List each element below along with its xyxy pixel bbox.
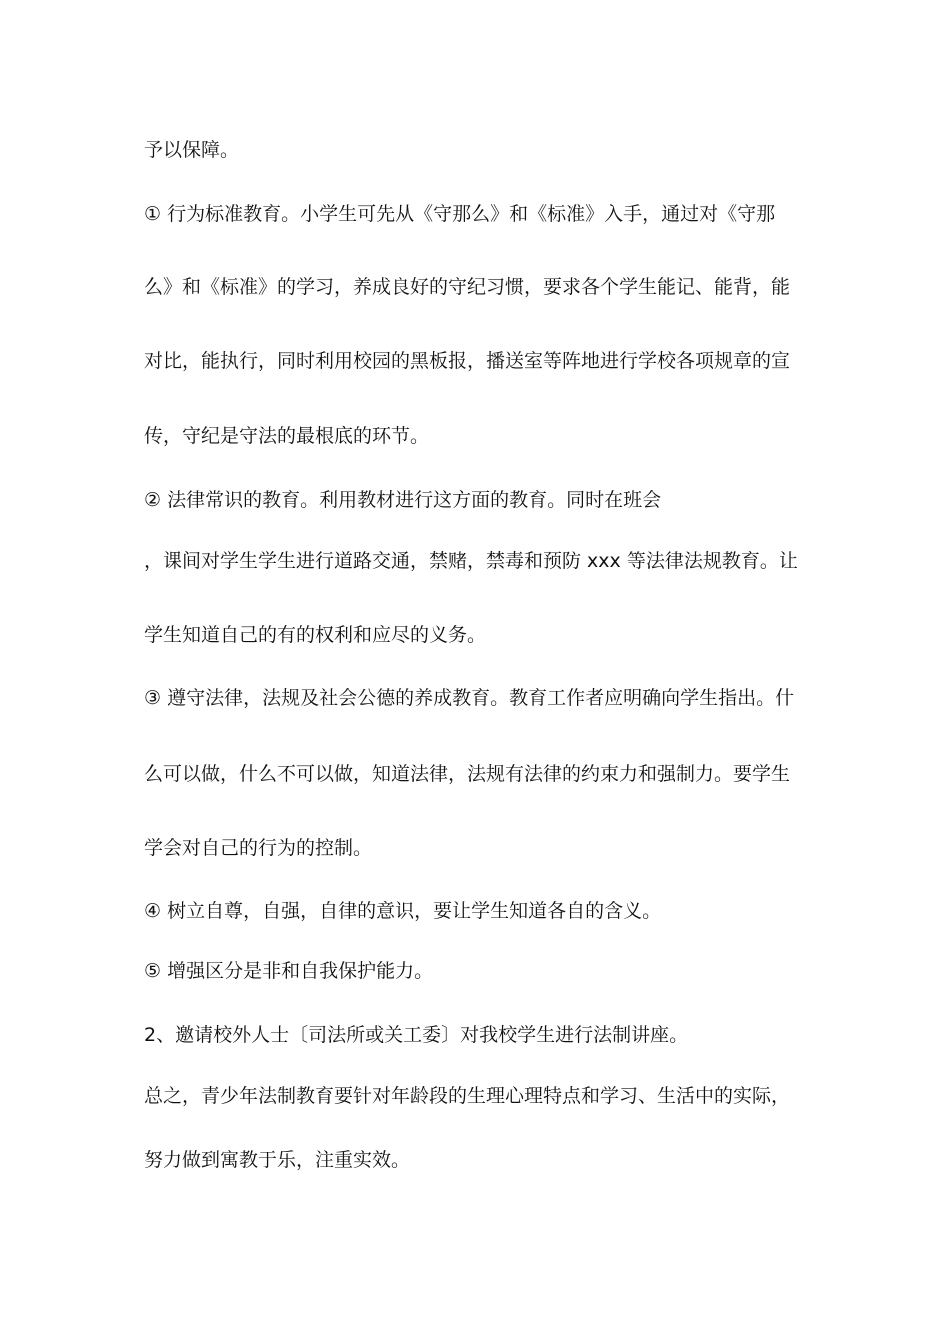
text-line-12: ④ 树立自尊，自强，自律的意识，要让学生知道各自的含义。	[144, 900, 662, 922]
text-line-13: ⑤ 增强区分是非和自我保护能力。	[144, 960, 434, 982]
text-line-3: 么》和《标准》的学习，养成良好的守纪习惯，要求各个学生能记、能背，能	[144, 276, 791, 298]
text-line-10: 么可以做，什么不可以做，知道法律，法规有法律的约束力和强制力。要学生	[144, 763, 791, 785]
text-line-11: 学会对自己的行为的控制。	[144, 837, 373, 859]
text-line-15: 总之，青少年法制教育要针对年龄段的生理心理特点和学习、生活中的实际，	[144, 1085, 791, 1107]
text-line-14: 2、邀请校外人士〔司法所或关工委〕对我校学生进行法制讲座。	[144, 1024, 689, 1046]
text-line-6: ② 法律常识的教育。利用教材进行这方面的教育。同时在班会	[144, 489, 662, 511]
text-line-9: ③ 遵守法律，法规及社会公德的养成教育。教育工作者应明确向学生指出。什	[144, 687, 795, 709]
text-line-1: 予以保障。	[144, 139, 240, 161]
text-line-2: ① 行为标准教育。小学生可先从《守那么》和《标准》入手，通过对《守那	[144, 203, 776, 225]
text-line-8: 学生知道自己的有的权利和应尽的义务。	[144, 624, 487, 646]
text-line-16: 努力做到寓教于乐，注重实效。	[144, 1149, 411, 1171]
text-line-4: 对比，能执行，同时利用校园的黑板报，播送室等阵地进行学校各项规章的宣	[144, 350, 791, 372]
text-line-5: 传，守纪是守法的最根底的环节。	[144, 425, 430, 447]
text-line-7: ，课间对学生学生进行道路交通，禁赌，禁毒和预防 xxx 等法律法规教育。让	[144, 550, 798, 572]
